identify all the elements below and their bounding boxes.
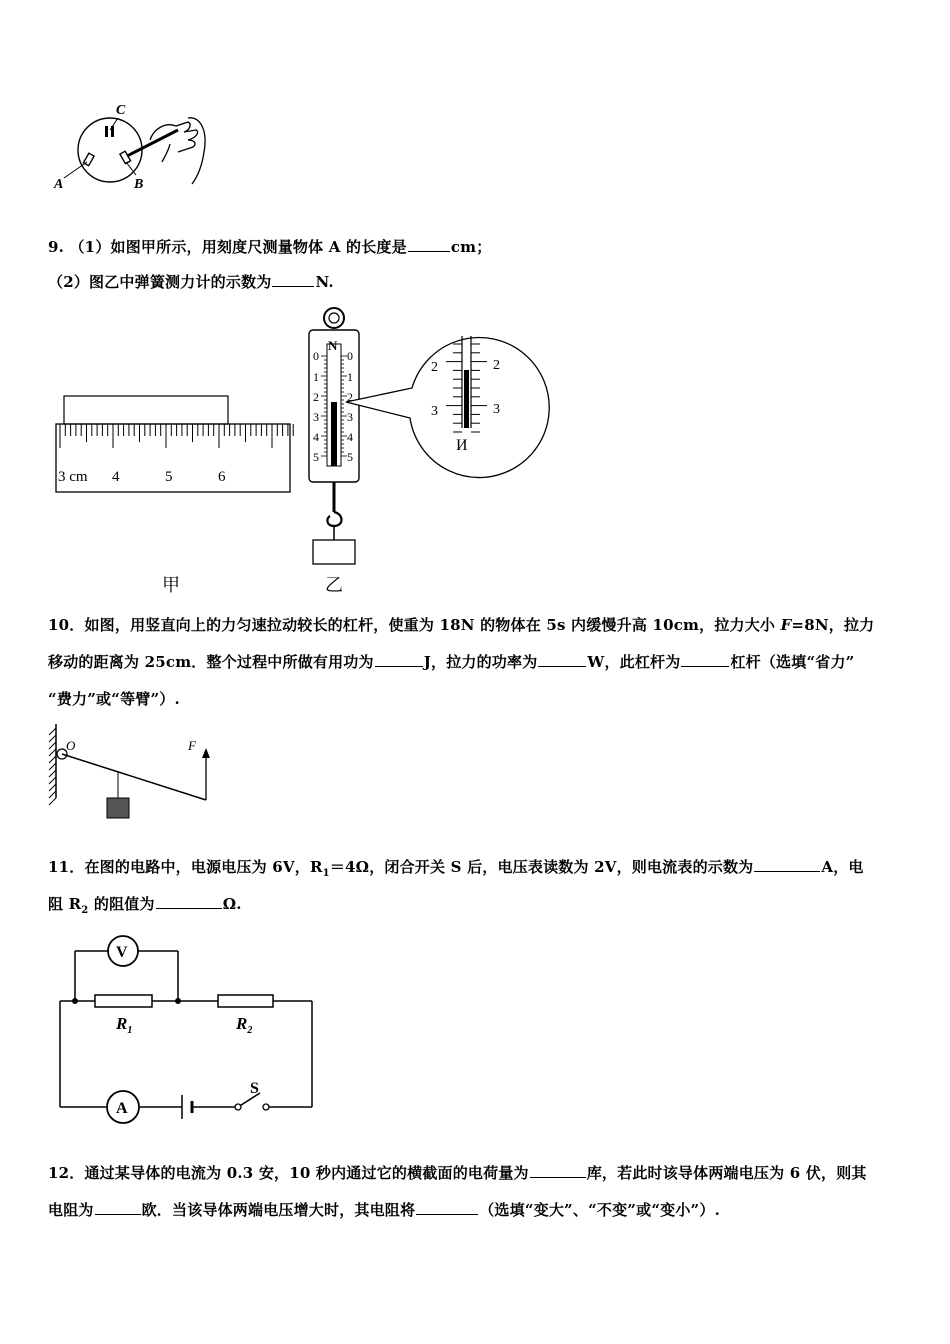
socket-circle	[78, 118, 142, 182]
scale-left-label: 4	[313, 430, 319, 444]
answer-blank[interactable]	[156, 894, 222, 909]
scale-left-label: 2	[313, 390, 319, 404]
wall-hatch-line	[49, 763, 56, 770]
answer-blank[interactable]	[95, 1200, 141, 1215]
ammeter-label: A	[116, 1100, 128, 1117]
answer-blank[interactable]	[375, 652, 423, 667]
wall-hatch-line	[49, 728, 56, 735]
ruler	[56, 424, 293, 492]
voltmeter-label: V	[116, 944, 128, 961]
wall-hatch-line	[49, 749, 56, 756]
wall-hatch-line	[49, 784, 56, 791]
wall-hatch-line	[49, 756, 56, 763]
zoom-left-label: 3	[431, 404, 438, 419]
q10-line2: 移动的距离为 25cm．整个过程中所做有用功为 J，拉力的功率为 W，此杠杆为 杠杆（选填“省力”	[48, 653, 855, 671]
zoom-bottom-label: И	[456, 437, 468, 454]
figure-q11-circuit	[50, 925, 330, 1125]
scale-right-label: 0	[347, 349, 353, 363]
label-a: A	[54, 177, 64, 192]
scale-right-label: 3	[347, 410, 353, 424]
answer-blank[interactable]	[538, 652, 586, 667]
wall-hatch-line	[49, 770, 56, 777]
zoom-callout	[346, 336, 549, 478]
q9-line1: 9. （1）如图甲所示，用刻度尺测量物体 A 的长度是 cm；	[48, 238, 492, 256]
scale-right-label: 4	[347, 430, 353, 444]
label-f: F	[188, 738, 196, 753]
zoom-left-label: 2	[431, 360, 438, 375]
q11-line2: 阻 $R_2$ 的阻值为 Ω.	[48, 895, 242, 916]
r1-label: $R_1$	[116, 1014, 133, 1036]
scale-left-label: 0	[313, 349, 319, 363]
switch-label: S	[250, 1080, 259, 1097]
ruler-label: 3 cm	[58, 469, 88, 485]
scale-right-label: 1	[347, 370, 353, 384]
answer-blank[interactable]	[754, 857, 820, 872]
q10-line1: 10．如图，用竖直向上的力匀速拉动较长的杠杆，使重为 18N 的物体在 5s 内缓慢升高 10cm，拉力大小 F=8N，拉力	[48, 616, 875, 634]
answer-blank[interactable]	[530, 1163, 586, 1178]
resistor-r1	[95, 995, 152, 1007]
ruler-label: 6	[218, 469, 226, 485]
zoom-right-label: 3	[493, 402, 500, 417]
r2-label: $R_2$	[236, 1014, 253, 1036]
spring-scale	[309, 308, 359, 564]
scale-left-label: 5	[313, 450, 319, 464]
object-a	[64, 396, 228, 424]
figure-q9	[50, 300, 550, 600]
scale-left-label: 1	[313, 370, 319, 384]
q11-line1: 11．在图的电路中，电源电压为 6V，$R_1=4\Omega$，闭合开关 S 后，电压表读数为 2V，则电流表的示数为 A，电	[48, 858, 864, 879]
lever-bar	[62, 754, 206, 800]
answer-blank[interactable]	[416, 1200, 478, 1215]
label-b: B	[134, 177, 144, 192]
answer-blank[interactable]	[681, 652, 729, 667]
q12-line1: 12．通过某导体的电流为 0.3 安，10 秒内通过它的横截面的电荷量为 库，若此时该导体两端电压为 6 伏，则其	[48, 1164, 867, 1182]
hook-icon	[327, 512, 341, 526]
scale-unit: N	[328, 338, 338, 353]
weight-block	[107, 798, 129, 818]
wall-hatch-line	[49, 742, 56, 749]
wall-hatch-line	[49, 777, 56, 784]
q12-line2: 电阻为 欧．当该导体两端电压增大时，其电阻将 （选填“变大”、“不变”或“变小”）.	[48, 1201, 721, 1219]
answer-blank[interactable]	[408, 237, 450, 252]
wall-hatch-line	[49, 735, 56, 742]
caption-yi: 乙	[325, 575, 343, 596]
wall-hatch-line	[49, 798, 56, 805]
figure-q10-lever	[40, 720, 230, 830]
wall-hatch-line	[49, 791, 56, 798]
caption-jia: 甲	[162, 575, 180, 596]
zoom-right-label: 2	[493, 358, 500, 373]
resistor-r2	[218, 995, 273, 1007]
answer-blank[interactable]	[272, 272, 314, 287]
scale-right-label: 2	[347, 390, 353, 404]
scale-right-label: 5	[347, 450, 353, 464]
q9-line2: （2）图乙中弹簧测力计的示数为 N.	[48, 273, 334, 291]
ruler-label: 5	[165, 469, 173, 485]
label-o: O	[66, 738, 76, 753]
ruler-label: 4	[112, 469, 120, 485]
scale-left-label: 3	[313, 410, 319, 424]
q10-line3: “费力”或“等臂”）.	[48, 690, 180, 708]
figure-q8-socket	[50, 100, 220, 195]
label-c: C	[116, 103, 126, 118]
weight-block	[313, 540, 355, 564]
